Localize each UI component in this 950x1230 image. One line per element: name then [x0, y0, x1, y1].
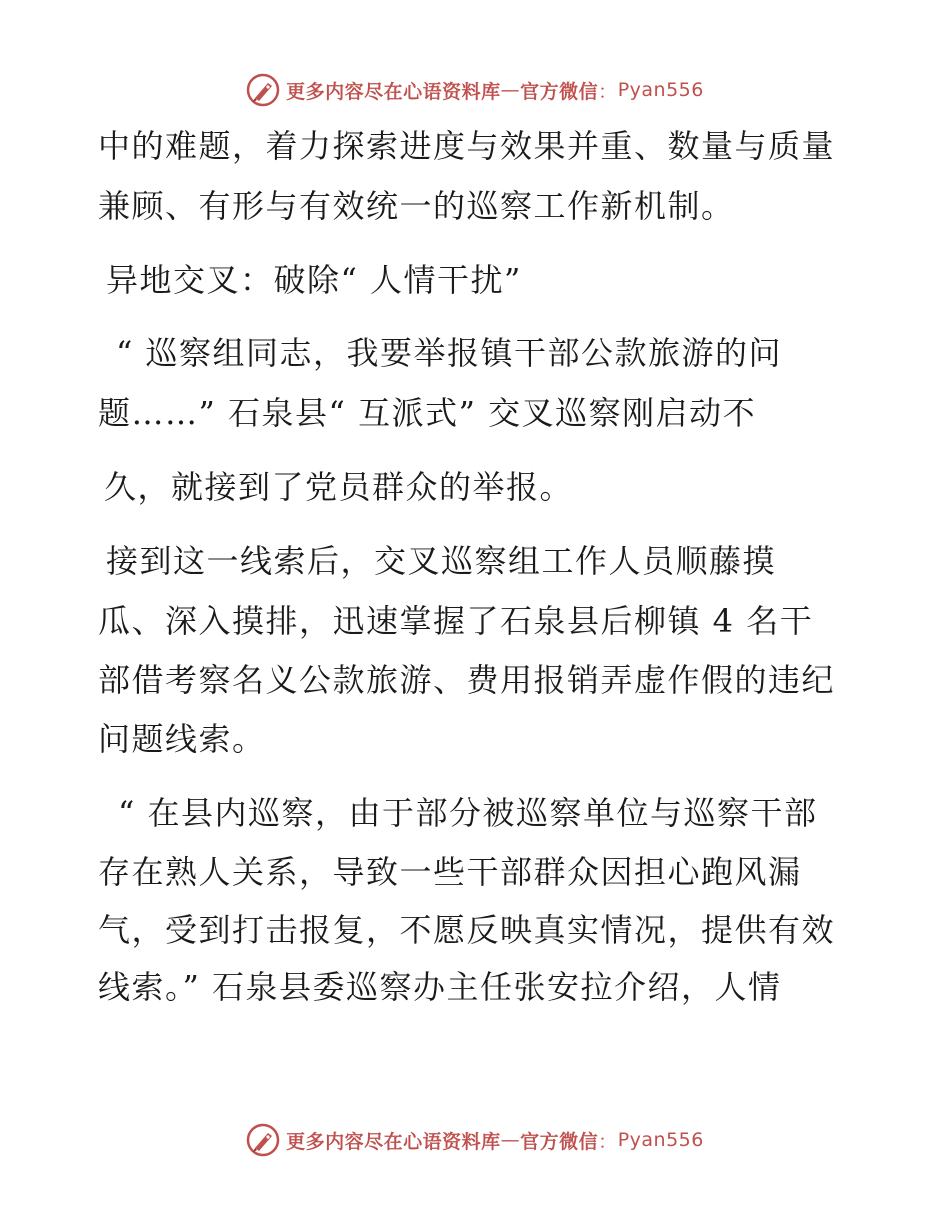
banner-label: 官方微信: [520, 1130, 599, 1153]
banner-colon: ：: [598, 80, 618, 103]
footer-banner-text: [286, 1127, 704, 1154]
text-line: 题……” 石泉县“ 互派式” 交叉巡察刚启动不: [98, 394, 757, 432]
header-banner: [0, 70, 950, 110]
banner-brand: 更多内容尽在心语资料库: [286, 80, 501, 103]
text-line: 部借考察名义公款旅游、费用报销弄虚作假的违纪: [98, 661, 836, 699]
text-line: “ 在县内巡察，由于部分被巡察单位与巡察干部: [118, 794, 818, 832]
banner-brand: 更多内容尽在心语资料库: [286, 1130, 501, 1153]
banner-separator: —: [500, 1129, 521, 1151]
header-banner-text: [286, 77, 704, 104]
footer-banner: [0, 1120, 950, 1160]
banner-colon: ：: [598, 1130, 618, 1153]
banner-wechat-id: Pyan556: [617, 79, 704, 101]
text-line: 中的难题，着力探索进度与效果并重、数量与质量: [98, 127, 836, 165]
text-line: 气，受到打击报复，不愿反映真实情况，提供有效: [98, 911, 836, 949]
text-line: 接到这一线索后，交叉巡察组工作人员顺藤摸: [106, 542, 777, 580]
banner-separator: —: [500, 79, 521, 101]
text-line: 久，就接到了党员群众的举报。: [104, 468, 574, 506]
banner-label: 官方微信: [520, 80, 599, 103]
text-line: 问题线索。: [98, 720, 266, 758]
text-line: 瓜、深入摸排，迅速掌握了石泉县后柳镇 4 名干: [98, 602, 814, 640]
section-heading: 异地交叉：破除“ 人情干扰”: [106, 261, 522, 299]
pen-nib-logo-icon: [246, 1123, 280, 1157]
text-line: 兼顾、有形与有效统一的巡察工作新机制。: [98, 187, 735, 225]
text-line: 存在熟人关系，导致一些干部群众因担心跑风漏: [98, 853, 802, 891]
pen-nib-logo-icon: [246, 73, 280, 107]
banner-wechat-id: Pyan556: [617, 1129, 704, 1151]
text-line: 线索。” 石泉县委巡察办主任张安拉介绍，人情: [98, 968, 782, 1006]
text-line: “ 巡察组同志，我要举报镇干部公款旅游的问: [116, 334, 783, 372]
